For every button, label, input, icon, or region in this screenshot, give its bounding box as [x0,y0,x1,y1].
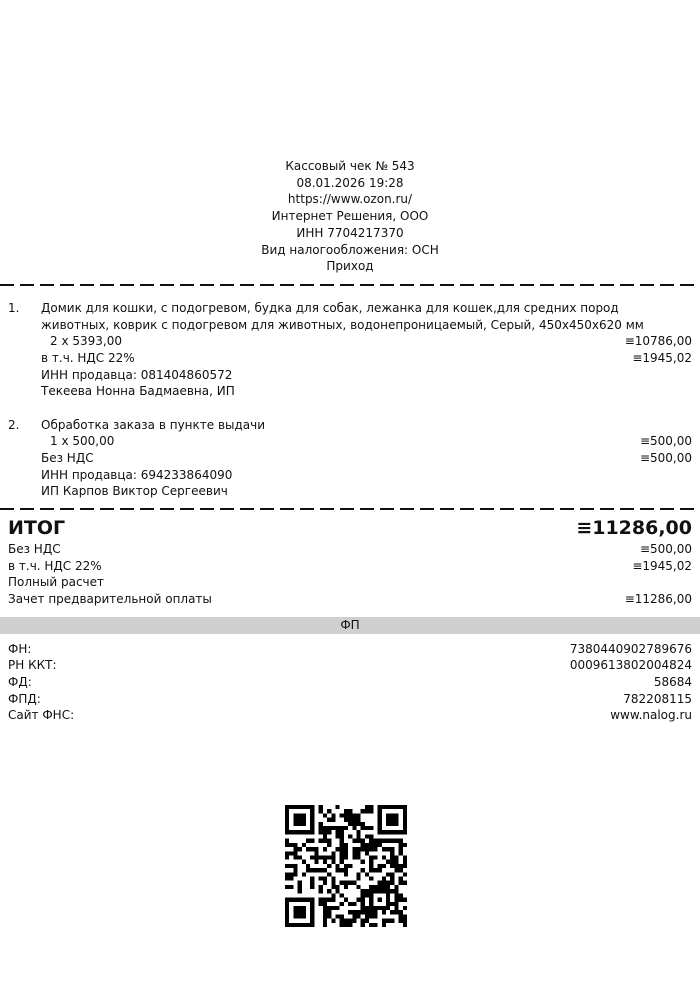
item-vat-label: в т.ч. НДС 22% [41,351,135,365]
item-name: Обработка заказа в пункте выдачи [41,418,266,432]
prepayment-value: ≡11286,00 [624,592,692,606]
fd-label: ФД: [8,675,32,689]
fn-value: 7380440902789676 [569,642,692,656]
item-seller-name: Текеева Нонна Бадмаевна, ИП [41,384,235,398]
payment-type: Полный расчет [8,575,104,589]
fpd-value: 782208115 [623,692,692,706]
company-name: Интернет Решения, ООО [271,209,429,224]
item-number: 1. [8,301,20,315]
item-sum: ≡10786,00 [624,334,692,348]
rn-kkt-value: 0009613802004824 [569,658,692,672]
fns-site-value: www.nalog.ru [610,708,692,722]
item-name: Домик для кошки, с подогревом, будка для собак, лежанка для кошек,для средних пород [41,301,619,315]
no-vat-value: ≡500,00 [639,542,692,556]
fns-site-label: Сайт ФНС: [8,708,75,722]
total-label: ИТОГ [8,517,66,539]
receipt-title: Кассовый чек № 543 [285,159,415,173]
no-vat-label: Без НДС [8,542,61,556]
rn-kkt-label: РН ККТ: [8,658,57,672]
fiscal-section-header: ФП [0,617,700,634]
item-vat-value: ≡500,00 [639,451,692,465]
company-inn: ИНН 7704217370 [296,225,404,240]
fn-label: ФН: [8,642,32,656]
fd-value: 58684 [653,675,692,689]
fpd-label: ФПД: [8,692,41,706]
item-vat-value: ≡1945,02 [632,351,692,365]
item-number: 2. [8,418,20,432]
vat-value: ≡1945,02 [632,559,692,573]
qr-code [285,805,407,927]
receipt-header [0,158,700,275]
divider [0,508,700,510]
item-seller-inn: ИНН продавца: 694233864090 [41,468,233,482]
tax-system: Вид налогообложения: ОСН [261,242,439,257]
prepayment-label: Зачет предварительной оплаты [8,592,212,606]
total-value: ≡11286,00 [576,517,692,539]
item-qty-price: 1 x 500,00 [50,434,115,448]
item-sum: ≡500,00 [639,434,692,448]
operation-type: Приход [326,259,374,274]
vat-label: в т.ч. НДС 22% [8,559,102,573]
item-qty-price: 2 x 5393,00 [50,334,122,348]
item-name-continued: животных, коврик с подогревом для животных, водонепроницаемый, Серый, 450x450x620 мм [41,318,644,332]
item-seller-name: ИП Карпов Виктор Сергеевич [41,484,228,498]
seller-site: https://www.ozon.ru/ [287,192,413,207]
item-vat-label: Без НДС [41,451,94,465]
divider [0,284,700,286]
item-seller-inn: ИНН продавца: 081404860572 [41,368,233,382]
receipt-datetime: 08.01.2026 19:28 [296,175,404,190]
